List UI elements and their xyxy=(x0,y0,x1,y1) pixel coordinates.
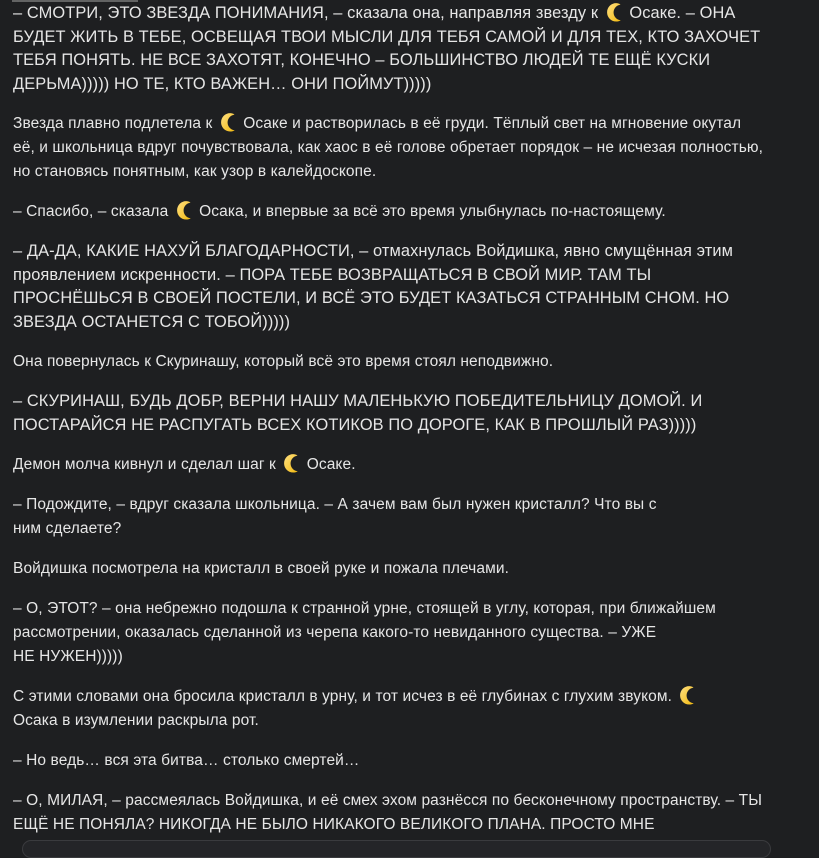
paragraph-text: Осака, и впервые за всё это время улыбнулась по-настоящему. xyxy=(194,203,666,220)
story-paragraph xyxy=(13,749,763,773)
paragraph-text: – ДА-ДА, КАКИЕ НАХУЙ БЛАГОДАРНОСТИ, – отмахнулась Войдишка, явно смущённая этим проявлением искренности. – ПОРА ТЕБЕ ВОЗВРАЩАТЬСЯ В СВОЙ МИР. ТАМ ТЫ ПРОСНЁШЬСЯ В СВОЕЙ ПОСТЕЛИ, И ВСЁ ЭТО БУДЕТ КАЗАТЬСЯ СТРАННЫМ СНОМ. НО ЗВЕЗДА ОСТАНЕТСЯ С ТОБОЙ))))) xyxy=(13,242,734,331)
story-paragraph xyxy=(13,200,763,224)
paragraph-text: – СКУРИНАШ, БУДЬ ДОБР, ВЕРНИ НАШУ МАЛЕНЬКУЮ ПОБЕДИТЕЛЬНИЦУ ДОМОЙ. И ПОСТАРАЙСЯ НЕ РАСПУГАТЬ ВСЕХ КОТИКОВ ПО ДОРОГЕ, КАК В ПРОШЛЫЙ РАЗ))))) xyxy=(13,392,703,434)
paragraph-text: Осака в изумлении раскрыла рот. xyxy=(13,712,259,729)
paragraph-text: – О, ЭТОТ? – она небрежно подошла к странной урне, стоящей в углу, которая, при ближайшем рассмотрении, оказалась сделанной из черепа какого-то невиданного существа. – УЖЕ xyxy=(13,600,716,641)
story-paragraph xyxy=(13,240,763,334)
story-paragraph xyxy=(13,2,763,96)
story-paragraph xyxy=(13,789,763,837)
crescent-moon-icon xyxy=(174,200,194,220)
paragraph-text: – Спасибо, – сказала xyxy=(13,203,173,220)
paragraph-text: Осаке. – ОНА БУДЕТ ЖИТЬ В ТЕБЕ, ОСВЕЩАЯ ТВОИ МЫСЛИ ДЛЯ ТЕБЯ САМОЙ И ДЛЯ ТЕХ, КТО ЗАХОЧЕТ ТЕБЯ ПОНЯТЬ. НЕ ВСЕ ЗАХОТЯТ, КОНЕЧНО – БОЛЬШИНСТВО ЛЮДЕЙ ТЕ ЕЩЁ КУСКИ ДЕРЬМА))))) НО ТЕ, КТО ВАЖЕН… ОНИ ПОЙМУТ))))) xyxy=(13,4,761,93)
paragraph-text: – СМОТРИ, ЭТО ЗВЕЗДА ПОНИМАНИЯ, – сказала она, направляя звезду к xyxy=(13,4,603,22)
story-paragraph xyxy=(13,112,763,184)
story-paragraph xyxy=(13,453,763,477)
story-paragraph xyxy=(13,597,763,669)
paragraph-text: С этими словами она бросила кристалл в урну, и тот исчез в её глубинах с глухим звуком. xyxy=(13,688,677,705)
story-paragraph xyxy=(13,493,763,541)
paragraph-text: – О, МИЛАЯ, – рассмеялась Войдишка, и её смех эхом разнёсся по бесконечному пространству. – ТЫ ЕЩЁ НЕ ПОНЯЛА? НИКОГДА НЕ БЫЛО НИКАКОГО ВЕЛИКОГО ПЛАНА. ПРОСТО МНЕ xyxy=(13,792,763,833)
paragraph-text: – Подождите, – вдруг сказала школьница. – А зачем вам был нужен кристалл? Что вы с xyxy=(13,496,657,513)
chat-message-content xyxy=(13,2,763,853)
paragraph-text: Осаке. xyxy=(302,456,356,473)
crescent-moon-icon xyxy=(677,685,697,705)
crescent-moon-icon xyxy=(604,2,624,22)
crescent-moon-icon xyxy=(218,112,238,132)
story-paragraph xyxy=(13,685,763,733)
paragraph-text: Звезда плавно подлетела к xyxy=(13,115,217,132)
story-paragraph xyxy=(13,390,763,437)
paragraph-text: Демон молча кивнул и сделал шаг к xyxy=(13,456,281,473)
paragraph-text: Она повернулась к Скуринашу, который всё это время стоял неподвижно. xyxy=(13,353,554,370)
message-input-bar[interactable] xyxy=(22,840,771,858)
paragraph-text: ним сделаете? xyxy=(13,520,122,537)
story-paragraph xyxy=(13,557,763,581)
paragraph-text: Войдишка посмотрела на кристалл в своей руке и пожала плечами. xyxy=(13,560,509,577)
crescent-moon-icon xyxy=(281,453,301,473)
paragraph-text: НЕ НУЖЕН))))) xyxy=(13,648,123,665)
paragraph-text: – Но ведь… вся эта битва… столько смертей… xyxy=(13,752,360,769)
paragraph-text: Осаке и растворилась в её груди. Тёплый свет на мгновение окутал её, и школьница вдруг почувствовала, как хаос в её голове обретает порядок – не исчезая полностью, но становясь понятным, как узор в калейдоскопе. xyxy=(13,115,764,180)
story-paragraph xyxy=(13,350,763,374)
